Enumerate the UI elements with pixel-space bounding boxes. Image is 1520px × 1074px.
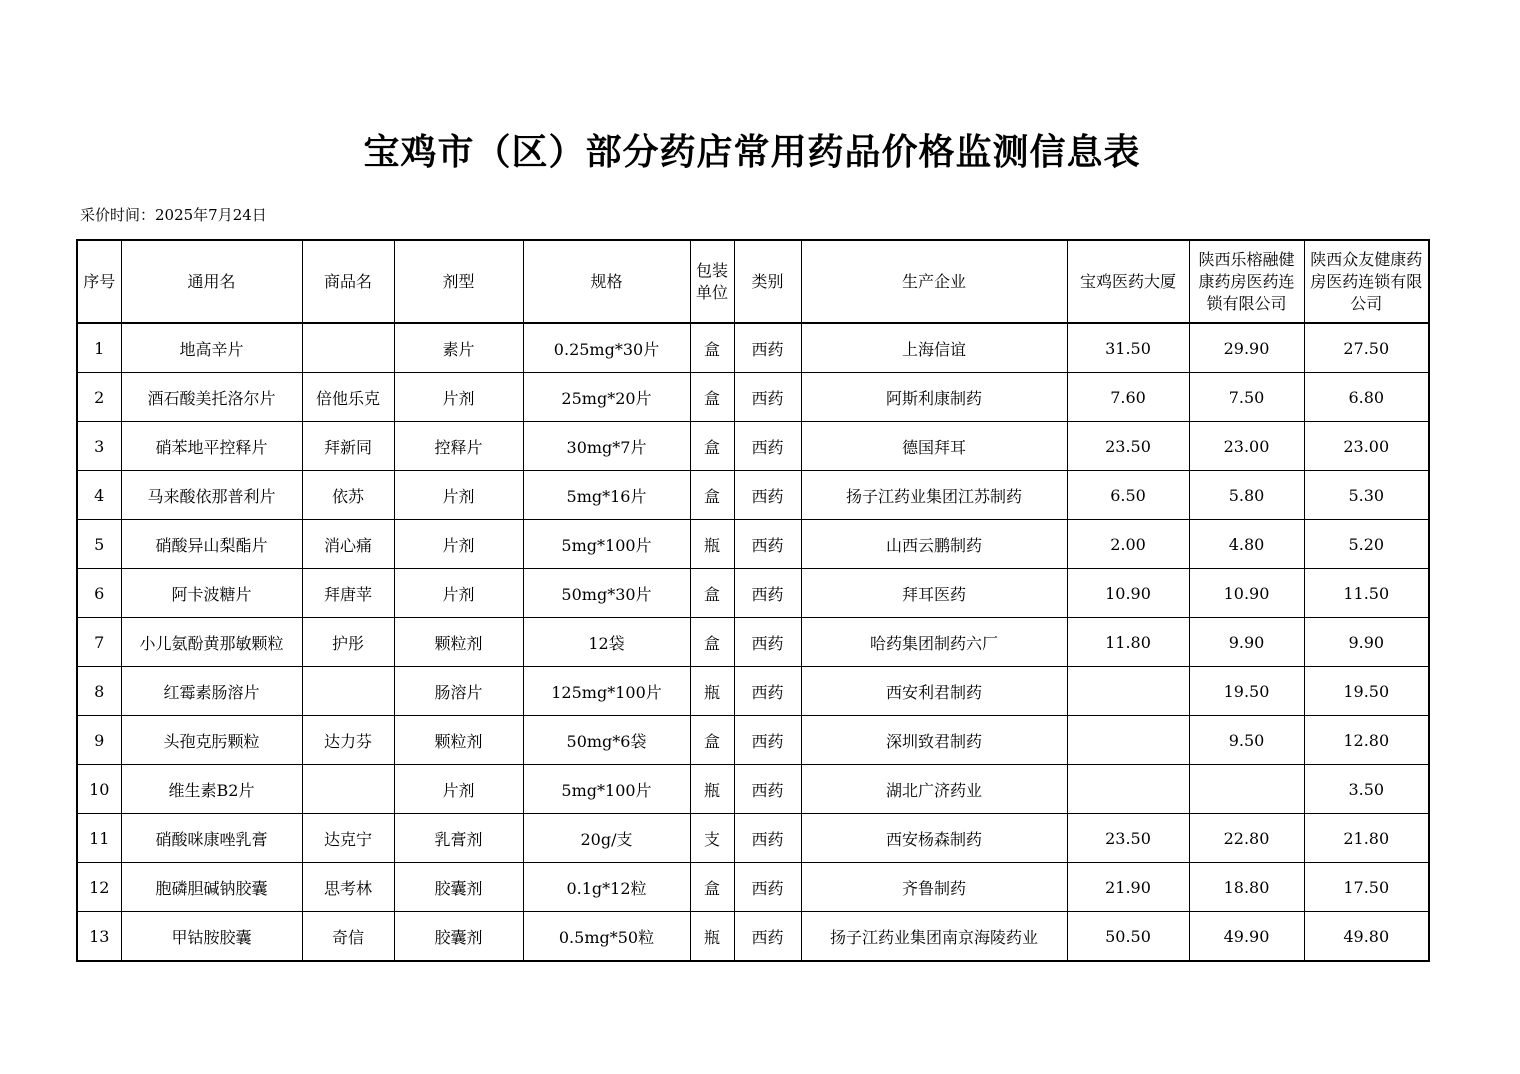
header-dosage-form: 剂型 — [394, 240, 523, 323]
cell-dosage-form: 素片 — [394, 323, 523, 373]
cell-serial: 11 — [77, 814, 121, 863]
cell-price-lerongrong: 22.80 — [1189, 814, 1304, 863]
cell-brand-name: 依苏 — [302, 471, 394, 520]
cell-price-lerongrong: 7.50 — [1189, 373, 1304, 422]
cell-dosage-form: 片剂 — [394, 471, 523, 520]
header-manufacturer: 生产企业 — [801, 240, 1067, 323]
cell-dosage-form: 胶囊剂 — [394, 912, 523, 962]
cell-manufacturer: 齐鲁制药 — [801, 863, 1067, 912]
cell-package-unit: 盒 — [690, 569, 734, 618]
cell-generic-name: 维生素B2片 — [121, 765, 302, 814]
cell-brand-name: 消心痛 — [302, 520, 394, 569]
cell-generic-name: 地高辛片 — [121, 323, 302, 373]
cell-price-baoji: 31.50 — [1067, 323, 1189, 373]
cell-generic-name: 小儿氨酚黄那敏颗粒 — [121, 618, 302, 667]
cell-price-zhongyou: 19.50 — [1304, 667, 1429, 716]
cell-price-zhongyou: 5.20 — [1304, 520, 1429, 569]
cell-specification: 50mg*6袋 — [523, 716, 690, 765]
table-row — [77, 618, 1429, 667]
cell-serial: 10 — [77, 765, 121, 814]
cell-manufacturer: 深圳致君制药 — [801, 716, 1067, 765]
cell-price-lerongrong: 19.50 — [1189, 667, 1304, 716]
cell-price-baoji: 23.50 — [1067, 422, 1189, 471]
cell-brand-name — [302, 323, 394, 373]
table-row — [77, 471, 1429, 520]
cell-price-zhongyou: 5.30 — [1304, 471, 1429, 520]
header-package-unit: 包装单位 — [690, 240, 734, 323]
cell-package-unit: 盒 — [690, 323, 734, 373]
cell-serial: 1 — [77, 323, 121, 373]
cell-price-zhongyou: 3.50 — [1304, 765, 1429, 814]
cell-category: 西药 — [734, 520, 801, 569]
cell-manufacturer: 山西云鹏制药 — [801, 520, 1067, 569]
cell-package-unit: 盒 — [690, 618, 734, 667]
cell-manufacturer: 阿斯利康制药 — [801, 373, 1067, 422]
cell-price-zhongyou: 6.80 — [1304, 373, 1429, 422]
price-table — [76, 239, 1430, 962]
cell-serial: 4 — [77, 471, 121, 520]
cell-generic-name: 硝酸咪康唑乳膏 — [121, 814, 302, 863]
cell-price-lerongrong: 18.80 — [1189, 863, 1304, 912]
cell-specification: 5mg*16片 — [523, 471, 690, 520]
cell-price-baoji: 21.90 — [1067, 863, 1189, 912]
cell-generic-name: 甲钴胺胶囊 — [121, 912, 302, 962]
cell-price-lerongrong: 23.00 — [1189, 422, 1304, 471]
cell-dosage-form: 控释片 — [394, 422, 523, 471]
survey-date: 采价时间：2025年7月24日 — [80, 206, 267, 224]
cell-generic-name: 头孢克肟颗粒 — [121, 716, 302, 765]
cell-dosage-form: 片剂 — [394, 520, 523, 569]
cell-brand-name — [302, 667, 394, 716]
cell-category: 西药 — [734, 863, 801, 912]
cell-price-zhongyou: 49.80 — [1304, 912, 1429, 962]
cell-package-unit: 盒 — [690, 863, 734, 912]
cell-brand-name — [302, 765, 394, 814]
cell-price-lerongrong: 49.90 — [1189, 912, 1304, 962]
cell-generic-name: 胞磷胆碱钠胶囊 — [121, 863, 302, 912]
cell-dosage-form: 颗粒剂 — [394, 716, 523, 765]
cell-price-zhongyou: 12.80 — [1304, 716, 1429, 765]
table-row — [77, 912, 1429, 962]
header-store-baoji-pharmacy-building: 宝鸡医药大厦 — [1067, 240, 1189, 323]
cell-manufacturer: 西安杨森制药 — [801, 814, 1067, 863]
cell-category: 西药 — [734, 618, 801, 667]
cell-dosage-form: 片剂 — [394, 765, 523, 814]
cell-manufacturer: 上海信谊 — [801, 323, 1067, 373]
cell-price-lerongrong: 9.50 — [1189, 716, 1304, 765]
cell-package-unit: 盒 — [690, 716, 734, 765]
cell-price-baoji: 6.50 — [1067, 471, 1189, 520]
cell-category: 西药 — [734, 422, 801, 471]
table-row — [77, 863, 1429, 912]
cell-price-baoji: 50.50 — [1067, 912, 1189, 962]
header-serial: 序号 — [77, 240, 121, 323]
cell-manufacturer: 湖北广济药业 — [801, 765, 1067, 814]
cell-serial: 13 — [77, 912, 121, 962]
cell-price-baoji: 10.90 — [1067, 569, 1189, 618]
header-store-zhongyou: 陕西众友健康药房医药连锁有限公司 — [1304, 240, 1429, 323]
cell-manufacturer: 扬子江药业集团江苏制药 — [801, 471, 1067, 520]
cell-serial: 7 — [77, 618, 121, 667]
cell-serial: 8 — [77, 667, 121, 716]
cell-dosage-form: 胶囊剂 — [394, 863, 523, 912]
cell-price-lerongrong: 9.90 — [1189, 618, 1304, 667]
cell-manufacturer: 拜耳医药 — [801, 569, 1067, 618]
cell-serial: 9 — [77, 716, 121, 765]
cell-generic-name: 红霉素肠溶片 — [121, 667, 302, 716]
table-row — [77, 667, 1429, 716]
cell-price-zhongyou: 17.50 — [1304, 863, 1429, 912]
cell-serial: 3 — [77, 422, 121, 471]
cell-package-unit: 瓶 — [690, 765, 734, 814]
cell-generic-name: 硝酸异山梨酯片 — [121, 520, 302, 569]
cell-price-zhongyou: 9.90 — [1304, 618, 1429, 667]
header-row — [77, 240, 1429, 323]
cell-category: 西药 — [734, 912, 801, 962]
table-row — [77, 323, 1429, 373]
cell-package-unit: 盒 — [690, 422, 734, 471]
cell-category: 西药 — [734, 765, 801, 814]
cell-category: 西药 — [734, 716, 801, 765]
header-generic-name: 通用名 — [121, 240, 302, 323]
cell-price-baoji: 11.80 — [1067, 618, 1189, 667]
cell-price-lerongrong: 5.80 — [1189, 471, 1304, 520]
cell-package-unit: 支 — [690, 814, 734, 863]
cell-manufacturer: 德国拜耳 — [801, 422, 1067, 471]
cell-serial: 12 — [77, 863, 121, 912]
table-row — [77, 422, 1429, 471]
cell-specification: 20g/支 — [523, 814, 690, 863]
table-row — [77, 765, 1429, 814]
cell-package-unit: 盒 — [690, 373, 734, 422]
cell-price-zhongyou: 23.00 — [1304, 422, 1429, 471]
cell-manufacturer: 西安利君制药 — [801, 667, 1067, 716]
cell-specification: 0.1g*12粒 — [523, 863, 690, 912]
cell-dosage-form: 乳膏剂 — [394, 814, 523, 863]
cell-generic-name: 马来酸依那普利片 — [121, 471, 302, 520]
cell-dosage-form: 片剂 — [394, 569, 523, 618]
cell-price-zhongyou: 21.80 — [1304, 814, 1429, 863]
cell-specification: 50mg*30片 — [523, 569, 690, 618]
cell-dosage-form: 肠溶片 — [394, 667, 523, 716]
cell-brand-name: 达克宁 — [302, 814, 394, 863]
cell-serial: 6 — [77, 569, 121, 618]
table-row — [77, 520, 1429, 569]
cell-manufacturer: 哈药集团制药六厂 — [801, 618, 1067, 667]
cell-brand-name: 拜新同 — [302, 422, 394, 471]
cell-package-unit: 瓶 — [690, 912, 734, 962]
header-specification: 规格 — [523, 240, 690, 323]
cell-package-unit: 瓶 — [690, 520, 734, 569]
cell-package-unit: 瓶 — [690, 667, 734, 716]
cell-specification: 25mg*20片 — [523, 373, 690, 422]
cell-dosage-form: 片剂 — [394, 373, 523, 422]
cell-category: 西药 — [734, 814, 801, 863]
cell-specification: 5mg*100片 — [523, 520, 690, 569]
cell-price-zhongyou: 11.50 — [1304, 569, 1429, 618]
table-row — [77, 373, 1429, 422]
cell-category: 西药 — [734, 569, 801, 618]
cell-generic-name: 阿卡波糖片 — [121, 569, 302, 618]
cell-manufacturer: 扬子江药业集团南京海陵药业 — [801, 912, 1067, 962]
header-category: 类别 — [734, 240, 801, 323]
cell-price-zhongyou: 27.50 — [1304, 323, 1429, 373]
cell-generic-name: 硝苯地平控释片 — [121, 422, 302, 471]
cell-price-baoji — [1067, 765, 1189, 814]
cell-specification: 30mg*7片 — [523, 422, 690, 471]
cell-generic-name: 酒石酸美托洛尔片 — [121, 373, 302, 422]
cell-specification: 125mg*100片 — [523, 667, 690, 716]
cell-specification: 5mg*100片 — [523, 765, 690, 814]
cell-category: 西药 — [734, 323, 801, 373]
cell-price-baoji: 23.50 — [1067, 814, 1189, 863]
table-row — [77, 814, 1429, 863]
cell-category: 西药 — [734, 471, 801, 520]
cell-serial: 2 — [77, 373, 121, 422]
cell-dosage-form: 颗粒剂 — [394, 618, 523, 667]
cell-price-baoji: 7.60 — [1067, 373, 1189, 422]
cell-brand-name: 思考林 — [302, 863, 394, 912]
cell-price-lerongrong: 29.90 — [1189, 323, 1304, 373]
cell-price-baoji — [1067, 716, 1189, 765]
cell-specification: 0.5mg*50粒 — [523, 912, 690, 962]
cell-category: 西药 — [734, 667, 801, 716]
table-row — [77, 569, 1429, 618]
cell-specification: 12袋 — [523, 618, 690, 667]
header-store-lerongrong: 陕西乐榕融健康药房医药连锁有限公司 — [1189, 240, 1304, 323]
cell-price-lerongrong — [1189, 765, 1304, 814]
cell-brand-name: 拜唐苹 — [302, 569, 394, 618]
cell-serial: 5 — [77, 520, 121, 569]
cell-brand-name: 护彤 — [302, 618, 394, 667]
page-title: 宝鸡市（区）部分药店常用药品价格监测信息表 — [363, 132, 1141, 173]
header-brand-name: 商品名 — [302, 240, 394, 323]
cell-price-lerongrong: 4.80 — [1189, 520, 1304, 569]
cell-package-unit: 盒 — [690, 471, 734, 520]
cell-price-lerongrong: 10.90 — [1189, 569, 1304, 618]
cell-specification: 0.25mg*30片 — [523, 323, 690, 373]
cell-brand-name: 奇信 — [302, 912, 394, 962]
cell-price-baoji: 2.00 — [1067, 520, 1189, 569]
table-row — [77, 716, 1429, 765]
cell-category: 西药 — [734, 373, 801, 422]
cell-price-baoji — [1067, 667, 1189, 716]
cell-brand-name: 倍他乐克 — [302, 373, 394, 422]
cell-brand-name: 达力芬 — [302, 716, 394, 765]
